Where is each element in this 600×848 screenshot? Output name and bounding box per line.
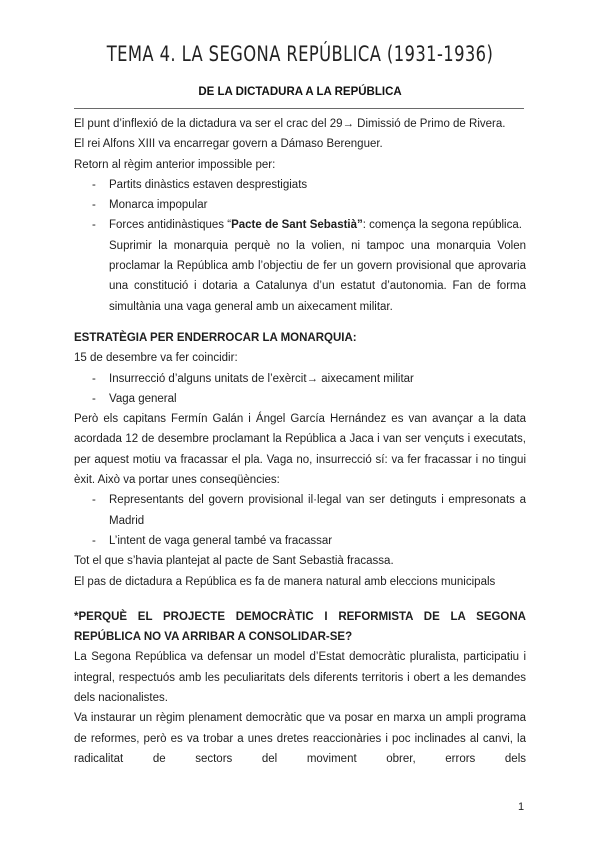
paragraph: Tot el que s’havia plantejat al pacte de Sant Sebastià fracassa.: [74, 555, 394, 568]
pact-name: Pacte de Sant Sebastià”: [231, 219, 363, 232]
list-item: - Insurrecció d’alguns unitats de l’exèrcit→ aixecament militar: [74, 369, 526, 389]
paragraph: Va instaurar un règim plenament democràtic que va posar en marxa un ampli programa de reformes, però es va trobar a unes dretes reaccionàries i poc inclinades al canvi, la radicalitat de sectors del moviment obrer, errors dels: [74, 712, 526, 765]
list-item: - Monarca impopular: [74, 195, 526, 215]
page-number: 1: [518, 801, 525, 813]
paragraph: La Segona República va defensar un model d’Estat democràtic pluralista, participatiu i integral, respectuós amb les peculiaritats dels diferents territoris i obert a les demandes dels nacionalistes.: [74, 651, 526, 705]
list-item-text: : comença la segona república.: [362, 219, 522, 232]
section-heading: ESTRATÈGIA PER ENDERROCAR LA MONARQUIA:: [74, 331, 357, 344]
list-item: - Vaga general: [74, 389, 526, 409]
paragraph: El pas de dictadura a República es fa de manera natural amb eleccions municipals: [74, 575, 496, 588]
paragraph: Però els capitans Fermín Galán i Ángel García Hernández es van avançar a la data acordada 12 de desembre proclamant la República a Jaca i van ser vençuts i executats, per aquest motiu va fracassar el pla. Vaga no, insurrecció sí: va fer fracassar i no tingui èxit. Això va portar unes conseqüències:: [74, 413, 526, 487]
list-item: - L’intent de vaga general també va fracassar: [74, 531, 526, 551]
paragraph: El rei Alfons XIII va encarregar govern a Dámaso Berenguer.: [74, 138, 383, 151]
title-divider: [74, 108, 524, 109]
document-body: [74, 114, 526, 769]
list-item-text: Forces antidinàstiques “: [109, 219, 232, 232]
list-item: [74, 215, 526, 235]
paragraph: Retorn al règim anterior impossible per:: [74, 158, 276, 171]
paragraph: El punt d’inflexió de la dictadura va ser el crac del 29→ Dimissió de Primo de Rivera.: [74, 118, 506, 130]
document-title: TEMA 4. LA SEGONA REPÚBLICA (1931-1936): [106, 42, 494, 66]
section-heading: *PERQUÈ EL PROJECTE DEMOCRÀTIC I REFORMISTA DE LA SEGONA REPÚBLICA NO VA ARRIBAR A CONSOLIDAR-SE?: [74, 610, 526, 644]
list-item: - Representants del govern provisional il·legal van ser detinguts i empresonats a Madrid: [74, 490, 526, 531]
paragraph: 15 de desembre va fer coincidir:: [74, 352, 238, 365]
list-item: - Partits dinàstics estaven desprestigiats: [74, 175, 526, 195]
document-subtitle: DE LA DICTADURA A LA REPÚBLICA: [198, 86, 402, 98]
list-item-continuation: Suprimir la monarquia perquè no la volien, ni tampoc una monarquia Volen proclamar la República amb l’objectiu de fer un govern provisional que aprovaria una constitució i dotaria a Catalunya d’un estatut d’autonomia. Fan de forma simultània una vaga general amb un aixecament militar.: [109, 239, 526, 313]
